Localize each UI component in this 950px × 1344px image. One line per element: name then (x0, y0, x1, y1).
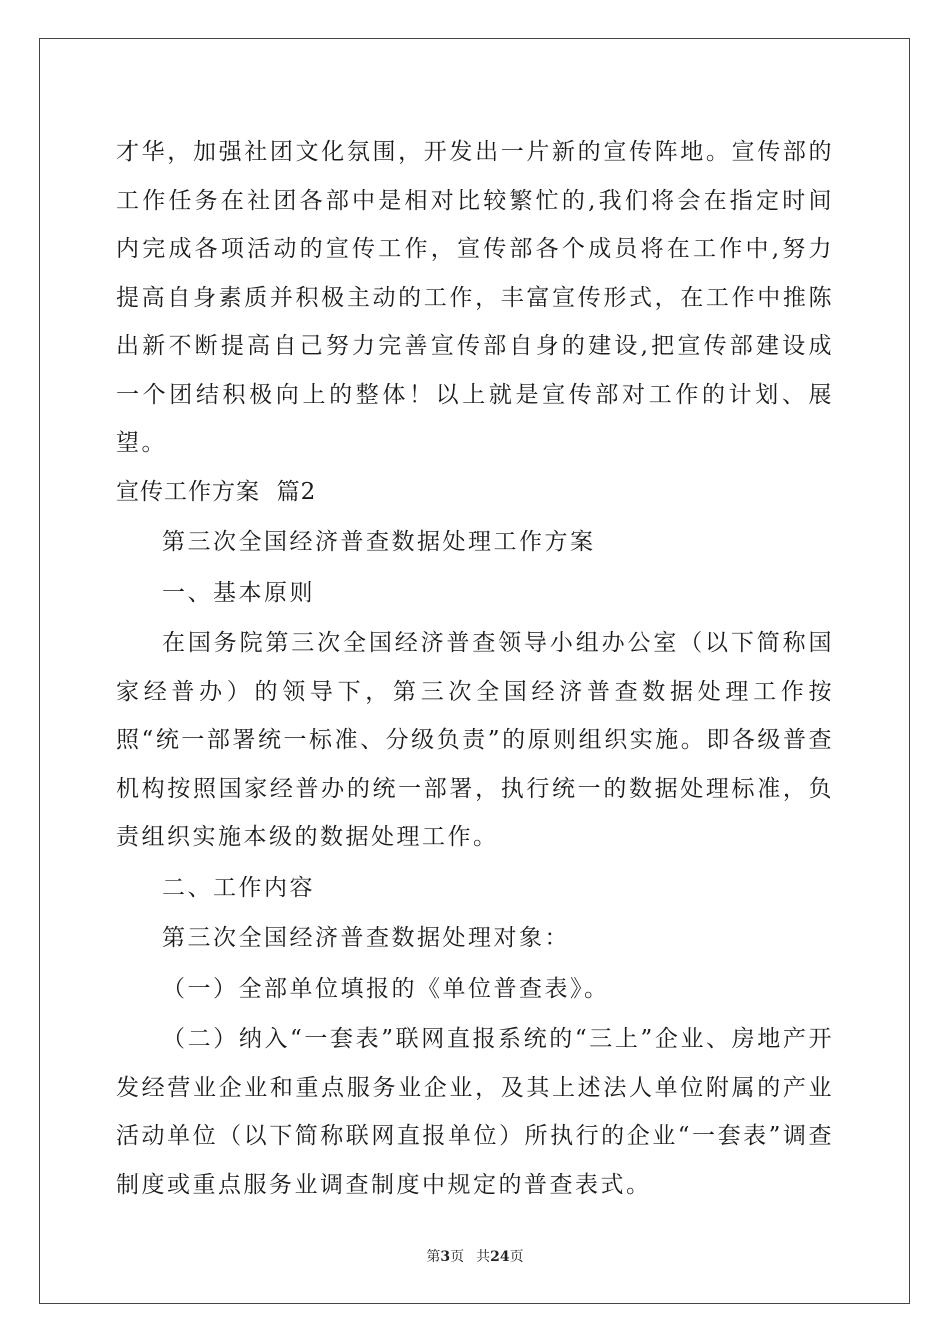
list-item-2: （二）纳入“一套表”联网直报系统的“三上”企业、房地产开发经营业企业和重点服务业企业，及其上述法人单位附属的产业活动单位（以下简称联网直报单位）所执行的企业“一套表”调查制度或重点服务业调查制度中规定的普查表式。 (116, 1026, 834, 1198)
section-heading: 宣传工作方案 篇2 (116, 478, 317, 505)
footer-page-suffix: 页 (450, 1249, 465, 1265)
paragraph-principles: 在国务院第三次全国经济普查领导小组办公室（以下简称国家经普办）的领导下，第三次全国经济普查数据处理工作按照“统一部署统一标准、分级负责”的原则组织实施。即各级普查机构按照国家经普办的统一部署，执行统一的数据处理标准，负责组织实施本级的数据处理工作。 (116, 630, 834, 850)
heading-work-content: 二、工作内容 (162, 874, 315, 901)
footer-total-suffix: 页 (509, 1249, 524, 1265)
footer-total-pages: 24 (490, 1249, 510, 1265)
footer-page-number: 3 (440, 1249, 451, 1265)
document-title: 第三次全国经济普查数据处理工作方案 (162, 529, 596, 555)
paragraph-processing-objects: 第三次全国经济普查数据处理对象： (162, 925, 570, 951)
heading-basic-principles: 一、基本原则 (162, 579, 315, 606)
list-item-1: （一）全部单位填报的《单位普查表》。 (162, 975, 610, 1002)
footer-page-prefix: 第 (426, 1249, 441, 1265)
footer-total-prefix: 共 (476, 1249, 491, 1265)
document-body (116, 128, 834, 1209)
page-footer (0, 1246, 950, 1266)
paragraph-intro: 才华，加强社团文化氛围，开发出一片新的宣传阵地。宣传部的工作任务在社团各部中是相对比较繁忙的,我们将会在指定时间内完成各项活动的宣传工作，宣传部各个成员将在工作中,努力提高自身素质并积极主动的工作，丰富宣传形式，在工作中推陈出新不断提高自己努力完善宣传部自身的建设,把宣传部建设成一个团结积极向上的整体！以上就是宣传部对工作的计划、展望。 (116, 139, 834, 456)
